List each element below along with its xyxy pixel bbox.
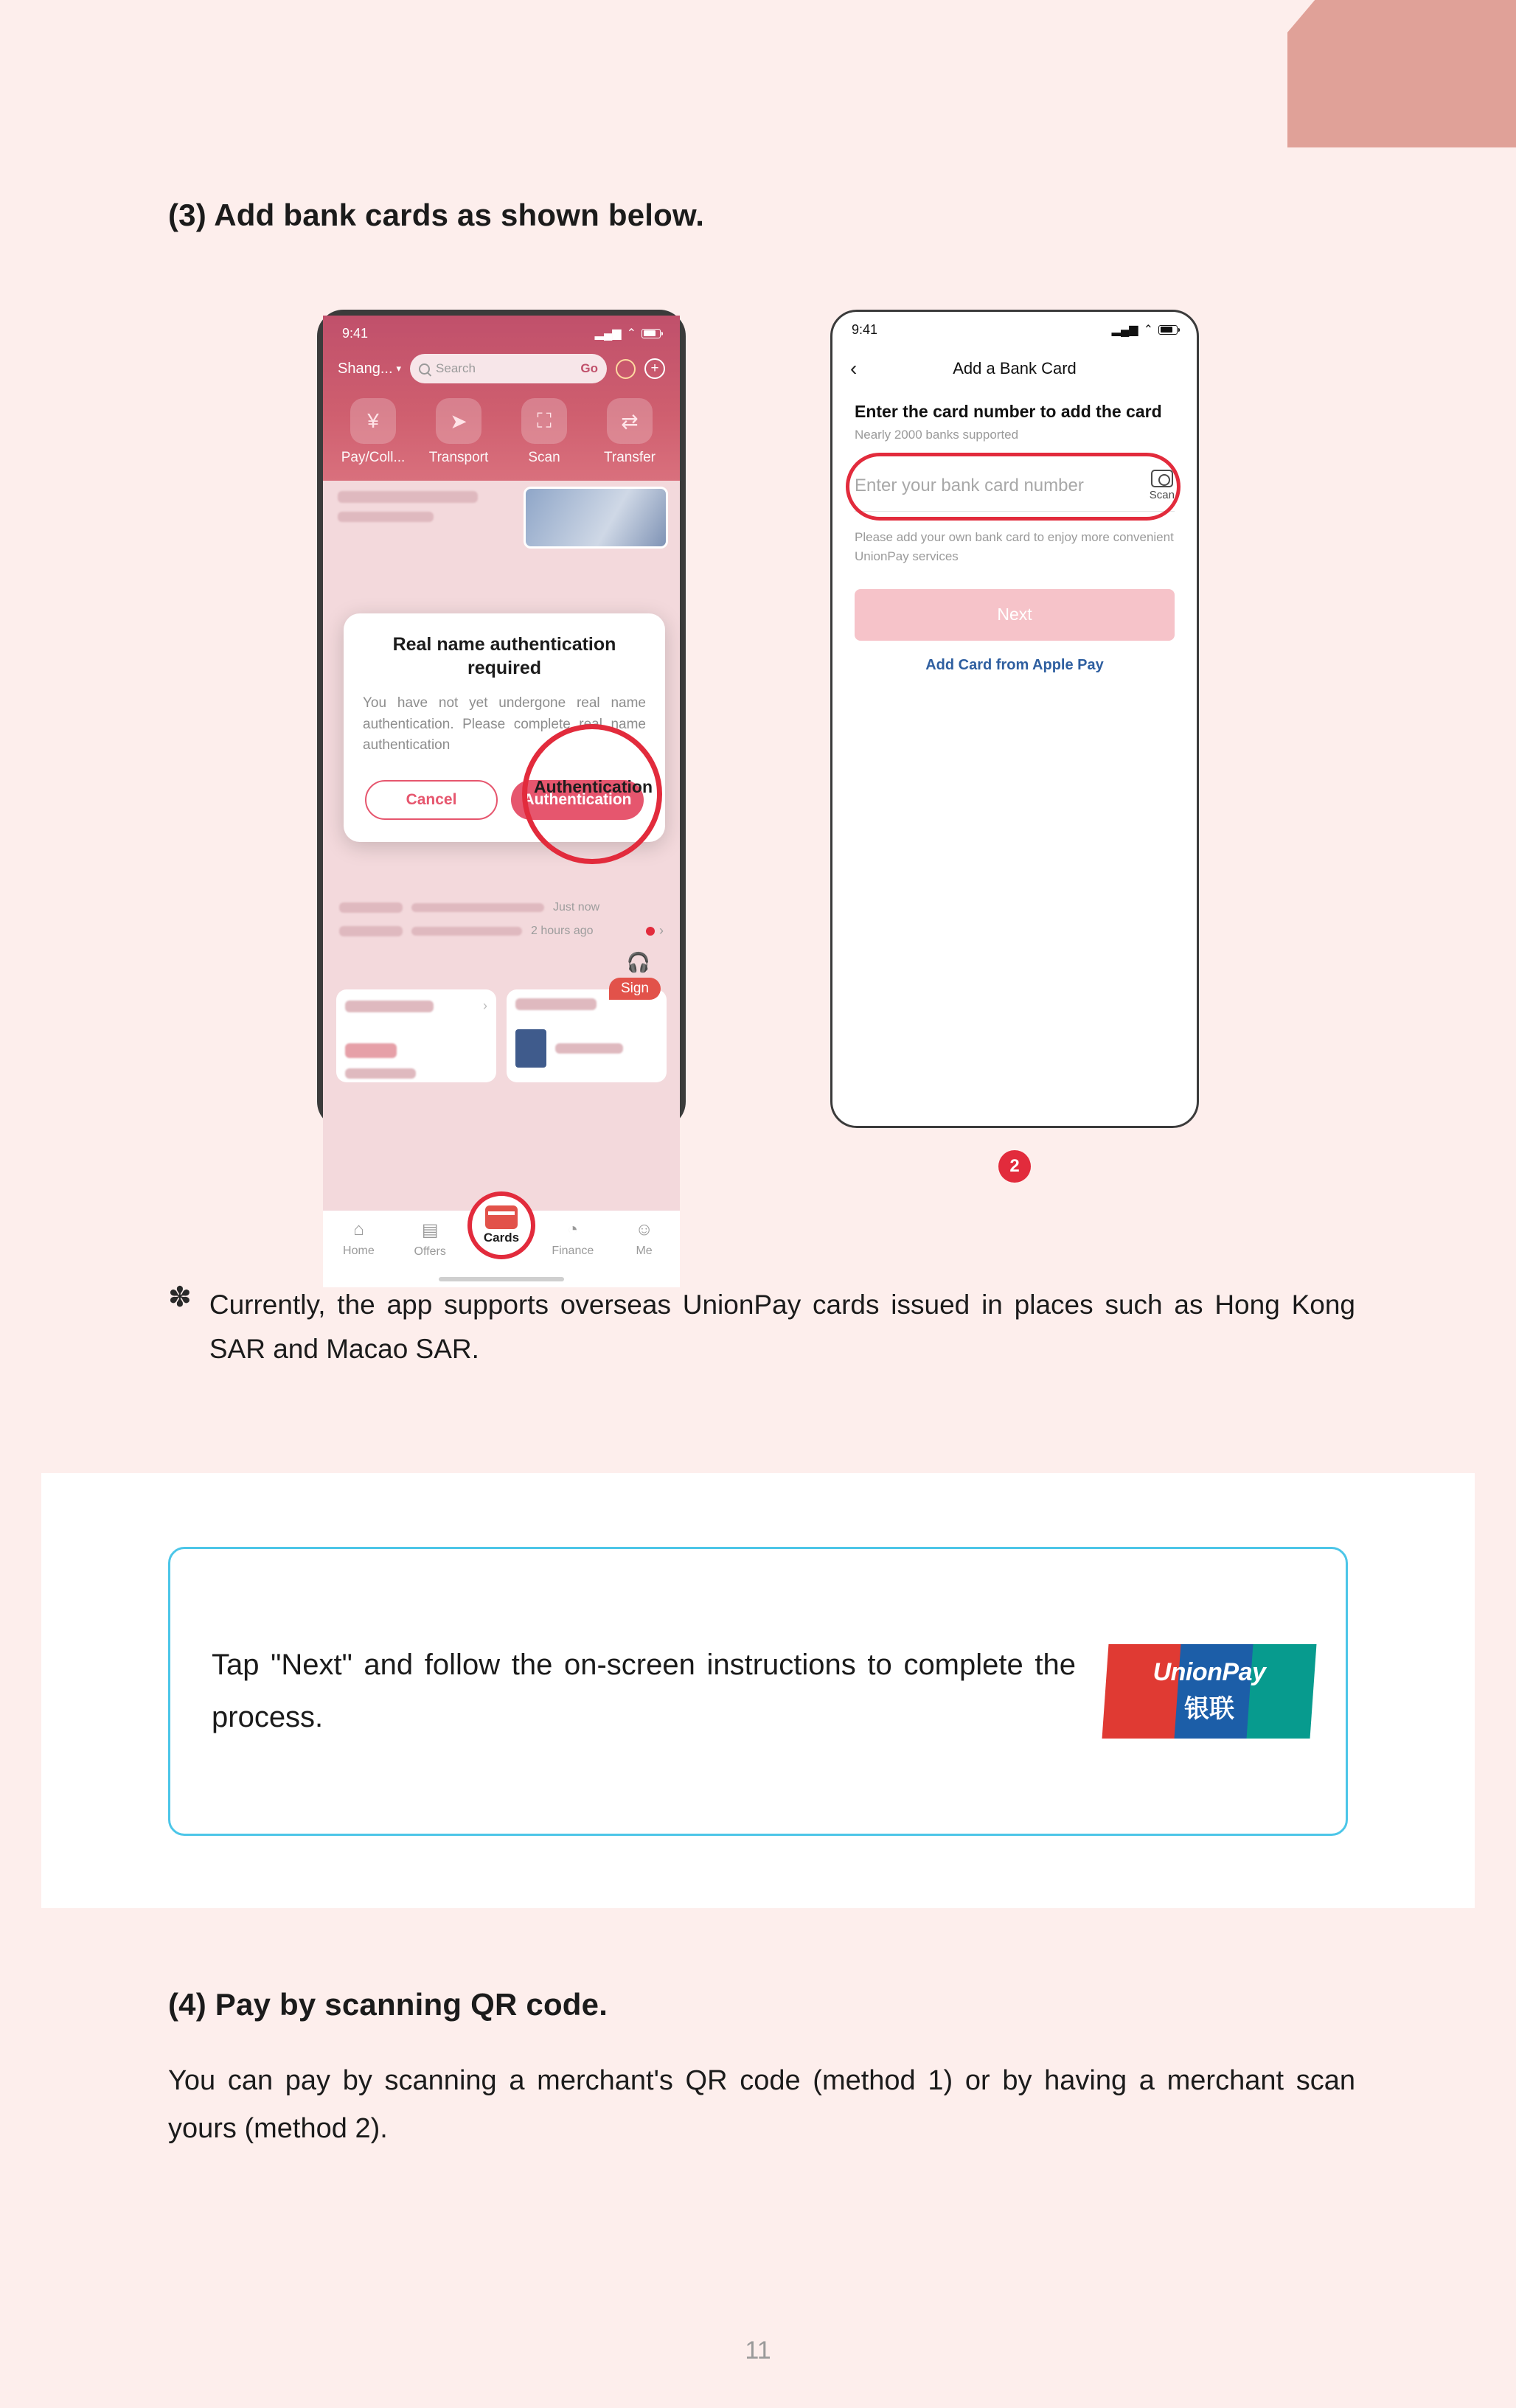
feed-row[interactable] — [323, 894, 680, 946]
tab-label: Cards — [483, 1231, 520, 1245]
scan-label: Scan — [1149, 489, 1175, 501]
status-time: 9:41 — [342, 325, 369, 341]
page-number: 11 — [745, 2336, 771, 2364]
footnote — [168, 1283, 1355, 1371]
signal-icon: ▂▄▆ — [1111, 324, 1138, 336]
quick-action-label: Scan — [528, 450, 560, 465]
phone1-search-row — [323, 351, 680, 392]
phone-mockup-add-card — [830, 310, 1199, 1128]
footnote-text: Currently, the app supports overseas UnionPay cards issued in places such as Hong Kong SAR and Macao SAR. — [209, 1290, 1355, 1364]
quick-action-label: Pay/Coll... — [341, 450, 406, 465]
pay-icon: ¥ — [350, 398, 396, 444]
page-title: Add a Bank Card — [953, 359, 1077, 377]
next-button[interactable]: Next — [855, 589, 1175, 641]
wifi-icon: ⌃ — [1143, 324, 1153, 336]
tab-label: Offers — [414, 1245, 446, 1258]
tab-offers[interactable] — [399, 1219, 461, 1259]
card-entry-note: Please add your own bank card to enjoy more convenient UnionPay services — [855, 530, 1174, 564]
phone-figure-1 — [317, 310, 686, 1258]
auth-modal-body: You have not yet undergone real name authentication. Please complete real name authentication — [363, 695, 646, 753]
feed-timestamp: 2 hours ago — [531, 924, 594, 937]
tab-finance[interactable] — [542, 1219, 604, 1258]
asterisk-icon: ✽ — [168, 1282, 192, 1313]
scan-card-button[interactable] — [1150, 470, 1175, 501]
home-indicator — [439, 1277, 564, 1281]
tab-label: Finance — [552, 1245, 594, 1257]
feed-list — [323, 894, 680, 946]
figure-badge-2: 2 — [998, 1150, 1031, 1183]
paragraph-4: You can pay by scanning a merchant's QR code (method 1) or by having a merchant scan yours (method 2). — [168, 2065, 1355, 2145]
battery-icon — [641, 329, 661, 338]
quick-action-scan[interactable] — [504, 398, 584, 466]
profile-icon: ☺ — [635, 1219, 653, 1239]
highlight-label-authentication: Authentication — [534, 777, 653, 796]
card-number-field-wrap — [855, 460, 1175, 512]
screenshots-row — [0, 310, 1516, 1258]
phone2-status-bar — [832, 312, 1197, 347]
tab-home[interactable] — [327, 1219, 389, 1258]
feed-timestamp: Just now — [553, 901, 600, 914]
search-input[interactable] — [410, 354, 607, 383]
chevron-right-icon: › — [483, 998, 487, 1013]
plus-icon[interactable]: + — [644, 358, 665, 379]
unread-dot — [646, 927, 655, 936]
phone1-body — [323, 481, 680, 1287]
blurred-text — [338, 512, 434, 522]
bottom-tab-bar — [323, 1211, 680, 1287]
page-heading-4: (4) Pay by scanning QR code. — [168, 1987, 608, 2022]
transport-icon: ➤ — [436, 398, 481, 444]
auth-modal-title: Real name authentication required — [392, 634, 616, 678]
search-go-button[interactable]: Go — [580, 361, 598, 375]
message-icon[interactable] — [616, 359, 636, 379]
card-entry-subheading: Nearly 2000 banks supported — [855, 428, 1019, 442]
search-icon — [419, 363, 430, 375]
phone-figure-2 — [830, 310, 1199, 1183]
blurred-text — [338, 491, 478, 503]
transfer-icon: ⇄ — [607, 398, 653, 444]
feed-card-right[interactable] — [507, 951, 667, 1082]
chevron-down-icon: ▾ — [396, 363, 402, 374]
page-heading-3: (3) Add bank cards as shown below. — [168, 198, 705, 232]
quick-action-label: Transfer — [603, 450, 656, 465]
battery-icon — [1158, 325, 1178, 335]
tip-text: Tap "Next" and follow the on-screen instructions to complete the process. — [212, 1648, 1076, 1733]
sign-button[interactable]: Sign — [609, 978, 661, 1000]
authentication-button[interactable]: Authentication — [511, 780, 644, 820]
quick-action-pay[interactable] — [333, 398, 413, 466]
offers-icon: ▤ — [421, 1220, 439, 1240]
city-selector[interactable]: Shang... ▾ — [338, 360, 402, 377]
search-placeholder: Search — [436, 361, 476, 375]
quick-action-label: Transport — [428, 450, 489, 465]
tab-label: Me — [636, 1245, 653, 1257]
chevron-right-icon: › — [659, 923, 664, 938]
card-entry-heading: Enter the card number to add the card — [855, 402, 1162, 421]
status-time: 9:41 — [852, 321, 878, 337]
tab-me[interactable] — [613, 1219, 675, 1258]
unionpay-logo — [1102, 1644, 1317, 1739]
card-number-input[interactable] — [855, 460, 1175, 512]
quick-action-transfer[interactable] — [590, 398, 670, 466]
back-icon[interactable]: ‹ — [850, 357, 858, 380]
decorative-corner — [1287, 0, 1516, 147]
feed-card-left[interactable] — [336, 989, 496, 1082]
phone-mockup-home — [317, 310, 686, 1258]
phone2-heading-block — [832, 390, 1197, 442]
unionpay-logo-line2: 银联 — [1184, 1695, 1234, 1723]
feed-cards — [336, 951, 667, 1082]
promo-banner[interactable] — [524, 487, 668, 549]
wifi-icon: ⌃ — [626, 327, 636, 340]
signal-icon: ▂▄▆ — [594, 327, 622, 340]
home-icon: ⌂ — [353, 1219, 364, 1239]
camera-icon — [1151, 470, 1173, 487]
finance-icon: ◔ — [567, 1219, 579, 1239]
tab-cards[interactable] — [467, 1191, 535, 1259]
quick-action-transport[interactable] — [419, 398, 498, 466]
phone1-header — [323, 316, 680, 481]
tab-label: Home — [343, 1245, 375, 1257]
card-number-placeholder: Enter your bank card number — [855, 475, 1084, 495]
phone1-status-bar — [323, 316, 680, 351]
quick-actions — [323, 392, 680, 470]
unionpay-logo-line1: UnionPay — [1152, 1658, 1266, 1686]
cancel-button[interactable]: Cancel — [365, 780, 498, 820]
tip-box — [168, 1547, 1348, 1836]
headphones-icon: 🎧 — [626, 951, 650, 973]
phone2-nav-bar — [832, 347, 1197, 390]
add-card-apple-pay-link[interactable]: Add Card from Apple Pay — [925, 656, 1104, 673]
scan-icon: ⛶ — [521, 398, 567, 444]
card-icon — [485, 1205, 518, 1229]
